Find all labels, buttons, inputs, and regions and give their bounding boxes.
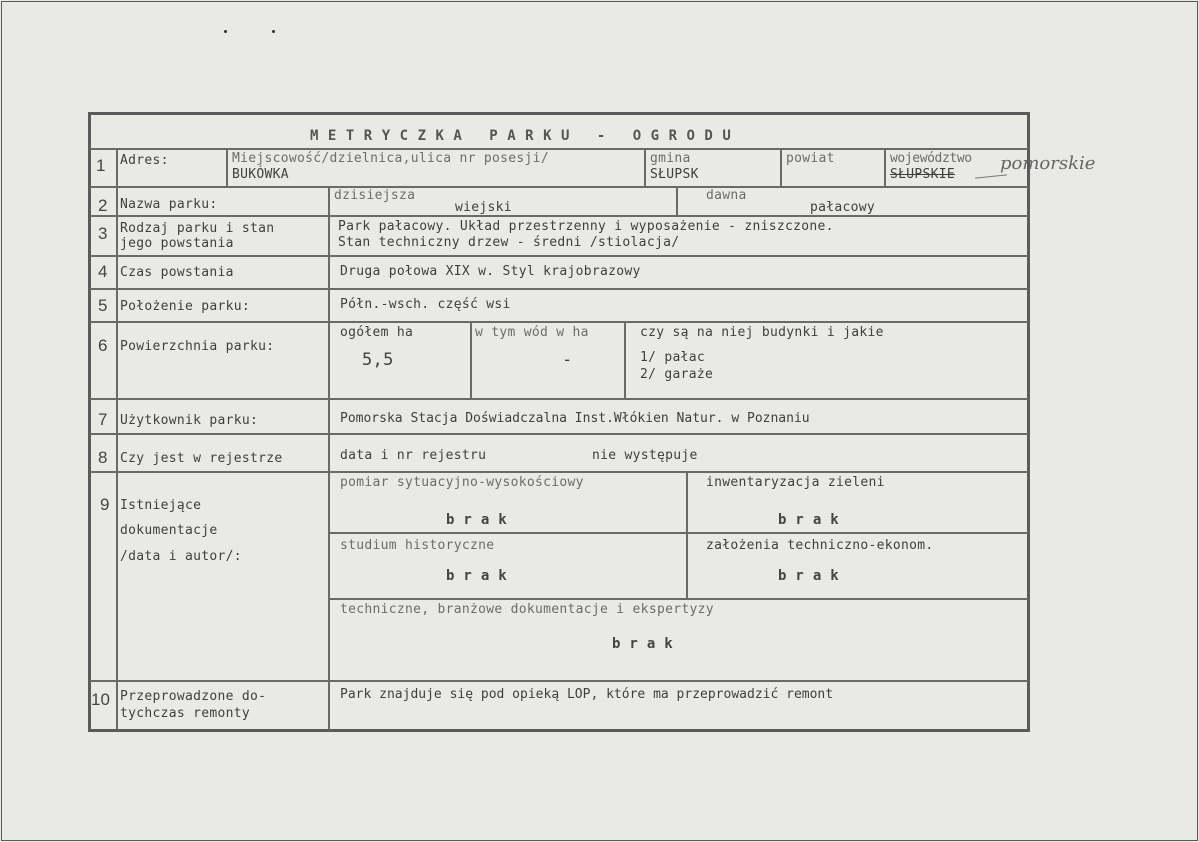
current-name-label: dzisiejsza: [334, 188, 416, 203]
rule: [90, 398, 1028, 400]
row-number: 9: [100, 495, 110, 514]
user-label: Użytkownik parku:: [120, 413, 259, 428]
historical-study-label: studium historyczne: [340, 538, 495, 553]
greenery-inventory-value: brak: [778, 512, 848, 528]
former-name-label: dawna: [706, 188, 747, 203]
technical-docs-label: techniczne, branżowe dokumentacje i ekspertyzy: [340, 602, 714, 617]
rule: [90, 321, 1028, 323]
park-type-label-2: jego powstania: [120, 236, 234, 251]
rule: [328, 598, 1028, 600]
current-name-value: wiejski: [455, 200, 512, 215]
technical-docs-value: brak: [612, 636, 682, 652]
park-type-label: Rodzaj parku i stan: [120, 221, 275, 236]
documentation-label-3: /data i autor/:: [120, 549, 242, 564]
former-name-value: pałacowy: [810, 200, 876, 215]
building-item: 1/ pałac: [640, 350, 706, 365]
location-label: Położenie parku:: [120, 299, 251, 314]
rule: [90, 288, 1028, 290]
locality-label: Miejscowość/dzielnica,ulica nr posesji/: [232, 151, 549, 166]
rule: [686, 471, 688, 598]
rule: [470, 321, 472, 398]
row-number: 2: [98, 196, 108, 215]
row-number: 10: [91, 690, 110, 709]
renovations-label: Przeprowadzone do-: [120, 689, 267, 704]
rule: [624, 321, 626, 398]
water-area-value: -: [562, 350, 573, 370]
row-number: 1: [96, 156, 106, 175]
survey-value: brak: [446, 512, 516, 528]
rule: [226, 148, 228, 186]
row-number: 6: [98, 336, 108, 355]
punch-mark-right: [272, 30, 275, 33]
register-value: nie występuje: [592, 448, 698, 463]
gmina-value: SŁUPSK: [650, 167, 699, 182]
park-name-label: Nazwa parku:: [120, 197, 218, 212]
register-date-label: data i nr rejestru: [340, 448, 487, 463]
park-type-value-2: Stan techniczny drzew - średni /stiolacja/: [338, 235, 680, 250]
card-title: METRYCZKA PARKU - OGRODU: [310, 128, 741, 144]
rule: [90, 148, 1028, 150]
greenery-inventory-label: inwentaryzacja zieleni: [706, 475, 885, 490]
rule: [90, 471, 1028, 473]
historical-study-value: brak: [446, 568, 516, 584]
building-item: 2/ garaże: [640, 367, 714, 382]
voivodeship-value: SŁUPSKIE: [890, 167, 956, 182]
rule: [328, 186, 330, 730]
tech-economic-value: brak: [778, 568, 848, 584]
register-label: Czy jest w rejestrze: [120, 451, 283, 466]
voivodeship-label: województwo: [890, 151, 972, 166]
row-number: 8: [98, 448, 108, 467]
rule: [644, 148, 646, 186]
punch-mark-left: [224, 30, 227, 33]
renovations-label-2: tychczas remonty: [120, 706, 251, 721]
user-value: Pomorska Stacja Doświadczalna Inst.Włókien Natur. w Poznaniu: [340, 411, 810, 426]
park-type-value: Park pałacowy. Układ przestrzenny i wyposażenie - zniszczone.: [338, 219, 834, 234]
row-number: 5: [98, 296, 108, 315]
buildings-label: czy są na niej budynki i jakie: [640, 325, 884, 340]
renovations-value: Park znajduje się pod opieką LOP, które ma przeprowadzić remont: [340, 687, 834, 702]
creation-time-label: Czas powstania: [120, 265, 234, 280]
gmina-label: gmina: [650, 151, 691, 166]
rule: [90, 186, 1028, 188]
rule: [116, 148, 118, 730]
row-number: 7: [98, 410, 108, 429]
rule: [676, 186, 678, 215]
rule: [884, 148, 886, 186]
rule: [90, 433, 1028, 435]
total-area-value: 5,5: [362, 350, 394, 370]
row-number: 4: [98, 262, 108, 281]
documentation-label: Istniejące: [120, 498, 202, 513]
handwritten-note: pomorskie: [1000, 153, 1096, 174]
creation-time-value: Druga połowa XIX w. Styl krajobrazowy: [340, 264, 641, 279]
locality-value: BUKÓWKA: [232, 167, 289, 182]
tech-economic-label: założenia techniczno-ekonom.: [706, 538, 934, 553]
documentation-label-2: dokumentacje: [120, 523, 218, 538]
rule: [780, 148, 782, 186]
rule: [90, 215, 1028, 217]
water-area-label: w tym wód w ha: [475, 325, 589, 340]
location-value: Półn.-wsch. część wsi: [340, 297, 511, 312]
area-label: Powierzchnia parku:: [120, 339, 275, 354]
rule: [328, 532, 1028, 534]
total-area-label: ogółem ha: [340, 325, 414, 340]
address-label: Adres:: [120, 153, 169, 168]
rule: [90, 680, 1028, 682]
rule: [90, 255, 1028, 257]
row-number: 3: [98, 224, 108, 243]
powiat-label: powiat: [786, 151, 835, 166]
survey-label: pomiar sytuacyjno-wysokościowy: [340, 475, 584, 490]
